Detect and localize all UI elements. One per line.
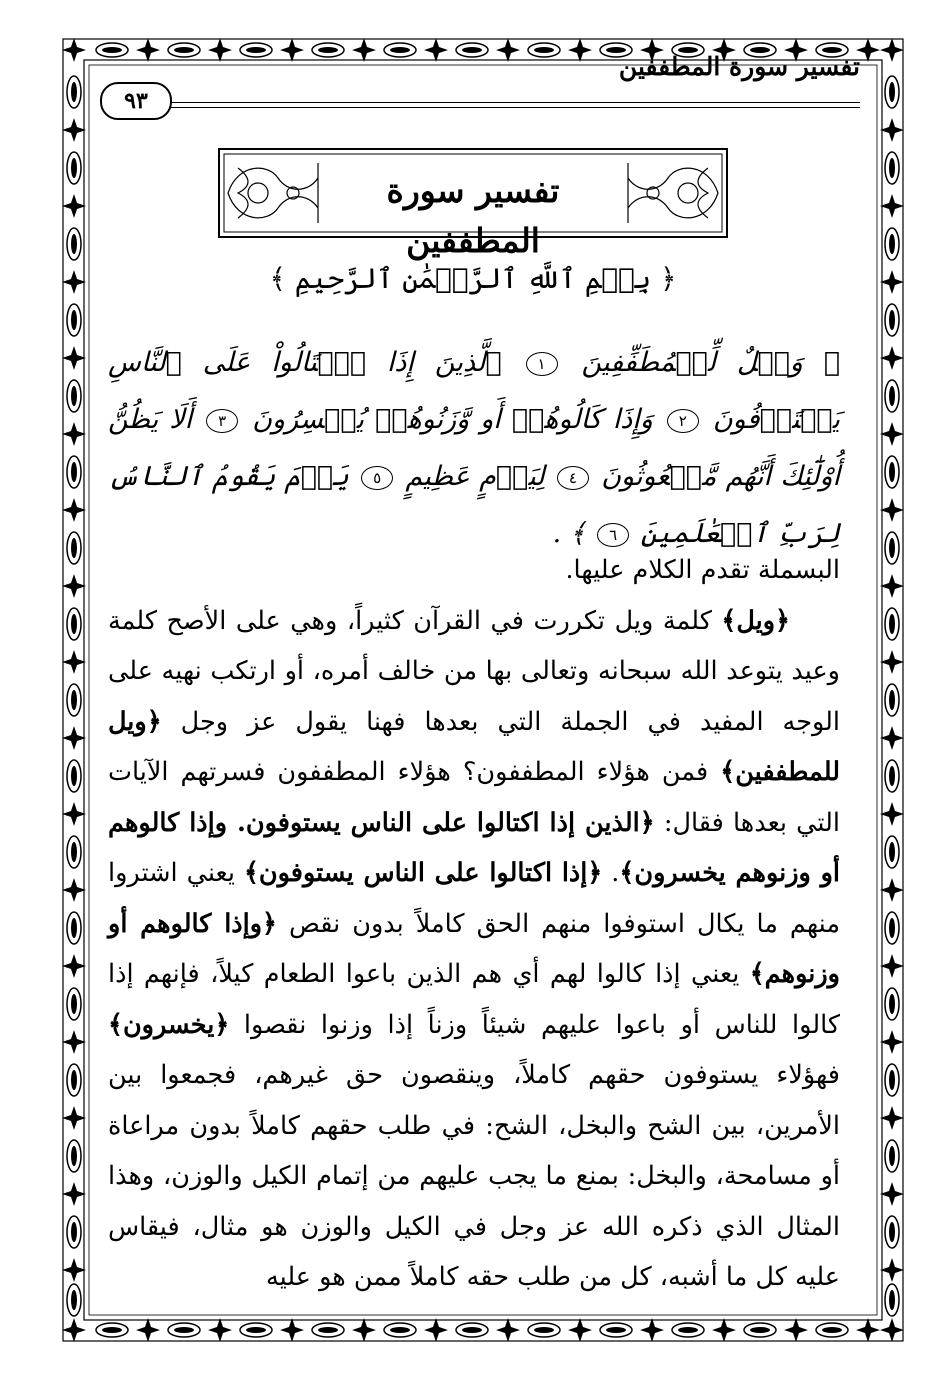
paragraph-text: فهؤلاء يستوفون حقهم كاملاً، وينقصون حق غيرهم، فجمعوا بين الأمرين، بين الشح والبخل، الشح: في طلب حقهم كاملاً بدون مراعاة أو مسامحة، والبخل: بمنع ما يجب عليهم من إتمام الكيل والوزن، وهذا المثال الذي ذكره الله عز وجل في الكيل والوزن هو مثال، فيقاس عليه كل ما أشبه، كل من طلب حقه كاملاً ممن هو عليه <box>108 1060 840 1292</box>
quoted-verse: ﴿ويل﴾ <box>721 605 790 636</box>
quoted-verse: ﴿إذا اكتالوا على الناس يستوفون﴾ <box>243 858 603 888</box>
page-header <box>100 52 860 132</box>
verse-number-marker: ٥ <box>361 466 393 490</box>
running-title: تفسير سورة المطففين <box>618 52 860 81</box>
verse-text: ٱلَّذِينَ إِذَا ٱكۡتَالُواْ عَلَى ٱلنَّاسِ يَسۡتَوۡفُونَ <box>108 347 840 435</box>
header-rule-secondary <box>170 107 860 108</box>
banner-title: تفسير سورة المطففين <box>386 171 560 260</box>
paragraph-text: كلمة ويل تكررت في القرآن كثيراً، وهي على الأصح كلمة وعيد يتوعد الله سبحانه وتعالى بها من خالف أمره، أو ارتكب نهيه على الوجه المفيد في الجملة التي بعدها فهنا يقول عز وجل <box>108 605 840 737</box>
header-rule <box>170 102 860 103</box>
paragraph-text: فمن هؤلاء المطففون؟ هؤلاء المطففون فسرتهم الآيات التي بعدها فقال: <box>108 757 840 838</box>
quoted-verse: ﴿الذين إذا اكتالوا على الناس يستوفون. وإذا كالوهم أو وزنوهم يخسرون﴾ <box>108 807 841 888</box>
verse-text: لِيَوۡمٍ عَظِيمٍ <box>405 461 545 492</box>
verse-number-marker: ٦ <box>597 523 629 547</box>
verse-number-marker: ٤ <box>557 466 589 490</box>
paragraph-text: . <box>602 858 620 888</box>
commentary-body <box>108 545 840 1303</box>
quoted-verse: ﴿وإذا كالوهم أو وزنوهم﴾ <box>108 908 840 989</box>
verse-number-marker: ١ <box>526 352 558 376</box>
paragraph <box>108 596 840 1303</box>
verse-number-marker: ٣ <box>206 409 238 433</box>
paragraph <box>108 545 840 596</box>
paragraph-text: يعني اشتروا منهم ما يكال استوفوا منهم الحق كاملاً بدون نقص <box>108 858 840 939</box>
quoted-verse: ﴿ويل للمطففين﴾ <box>108 706 840 787</box>
paragraph-text: يعني إذا كالوا لهم أي هم الذين باعوا الطعام كيلاً، فإنهم إذا كالوا للناس أو باعوا عليهم شيئاً وزناً إذا وزنوا نقصوا <box>108 959 840 1040</box>
quoted-verse: ﴿يخسرون﴾ <box>108 1009 230 1040</box>
verse-closing-bracket: ﴾ . <box>552 518 586 549</box>
verse-number-marker: ٢ <box>667 409 699 433</box>
verse-text: ﴿ وَيۡلٌ لِّلۡمُطَفِّفِينَ <box>581 347 840 378</box>
verse-text: أَلَا يَظُنُّ أُوْلَٰٓئِكَ أَنَّهُم مَّبۡعُوثُونَ <box>108 404 840 492</box>
quran-verses <box>108 334 840 562</box>
surah-banner <box>218 148 728 260</box>
verse-text: يَوۡمَ يَقُومُ ٱلنَّاسُ لِرَبِّ ٱلۡعَٰلَمِينَ <box>108 461 840 549</box>
basmala: ﴿ بِسۡمِ ٱللَّهِ ٱلرَّحۡمَٰنِ ٱلرَّحِيمِ ﴾ <box>269 262 677 295</box>
paragraph-text: البسملة تقدم الكلام عليها. <box>565 555 840 585</box>
verse-text: وَإِذَا كَالُوهُمۡ أَو وَّزَنُوهُمۡ يُخۡسِرُونَ <box>252 404 653 435</box>
page-number: ٩٣ <box>100 82 172 120</box>
